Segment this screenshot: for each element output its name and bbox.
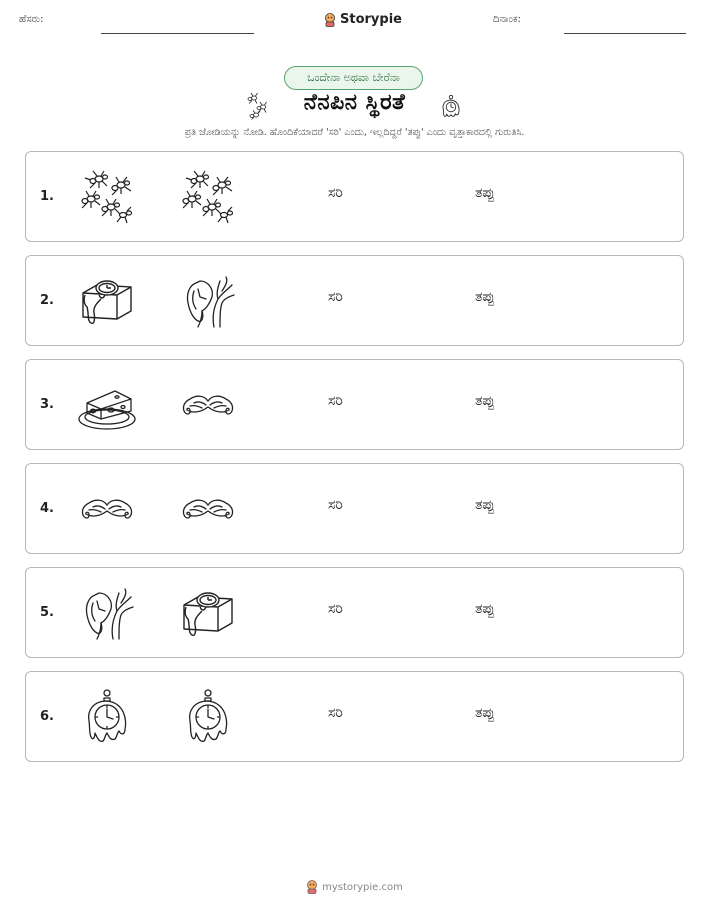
melting-pocket-watch-icon (77, 689, 137, 745)
question-number: 2. (40, 293, 54, 308)
storypie-mascot-icon (324, 13, 336, 27)
ants-icon (178, 169, 238, 225)
question-row (25, 151, 684, 242)
option-true[interactable]: ಸರಿ (328, 393, 343, 409)
name-label: ಹೆಸರು: (19, 14, 44, 25)
question-row (25, 359, 684, 450)
option-true[interactable]: ಸರಿ (328, 185, 343, 201)
question-number: 6. (40, 709, 54, 724)
question-row (25, 567, 684, 658)
footer (0, 880, 709, 894)
question-number: 1. (40, 189, 54, 204)
pocket-watch-decoration-icon (438, 92, 464, 122)
name-line[interactable] (101, 33, 254, 34)
ants-icon (77, 169, 137, 225)
subtitle-badge: ಒಂದೇನಾ ಅಥವಾ ಬೇರೆನಾ (284, 66, 423, 90)
mustache-icon (77, 481, 137, 537)
brand-logo (324, 12, 402, 27)
option-true[interactable]: ಸರಿ (328, 601, 343, 617)
instructions: ಪ್ರತಿ ಜೋಡಿಯನ್ನು ನೋಡಿ. ಹೊಂದಿಕೆಯಾದರೆ 'ಸರಿ' ಎಂದು, ಇಲ್ಲದಿದ್ದರೆ 'ತಪ್ಪು' ಎಂದು ವೃತ್ತಾಕಾರದಲ್ಲಿ ಗುರುತಿಸಿ. (184, 127, 525, 138)
storypie-mascot-icon (306, 880, 318, 894)
footer-site[interactable]: mystorypie.com (322, 881, 403, 893)
mustache-icon (178, 377, 238, 433)
question-number: 4. (40, 501, 54, 516)
question-row (25, 463, 684, 554)
date-label: ದಿನಾಂಕ: (493, 14, 521, 25)
option-false[interactable]: ತಪ್ಪು (475, 393, 495, 409)
option-true[interactable]: ಸರಿ (328, 497, 343, 513)
brand-name: Storypie (340, 12, 402, 27)
option-false[interactable]: ತಪ್ಪು (475, 705, 495, 721)
option-true[interactable]: ಸರಿ (328, 289, 343, 305)
option-false[interactable]: ತಪ್ಪು (475, 185, 495, 201)
melting-clock-tree-icon (77, 585, 137, 641)
option-false[interactable]: ತಪ್ಪು (475, 601, 495, 617)
date-line[interactable] (564, 33, 686, 34)
melting-clock-tree-icon (178, 273, 238, 329)
question-number: 5. (40, 605, 54, 620)
question-row (25, 255, 684, 346)
page-title: ನೆನಪಿನ ಸ್ಥಿರತೆ (303, 90, 406, 115)
melting-clock-box-icon (77, 273, 137, 329)
option-false[interactable]: ತಪ್ಪು (475, 497, 495, 513)
mustache-icon (178, 481, 238, 537)
melting-pocket-watch-icon (178, 689, 238, 745)
option-false[interactable]: ತಪ್ಪು (475, 289, 495, 305)
cheese-icon (77, 377, 137, 433)
option-true[interactable]: ಸರಿ (328, 705, 343, 721)
question-number: 3. (40, 397, 54, 412)
question-row (25, 671, 684, 762)
melting-clock-box-icon (178, 585, 238, 641)
